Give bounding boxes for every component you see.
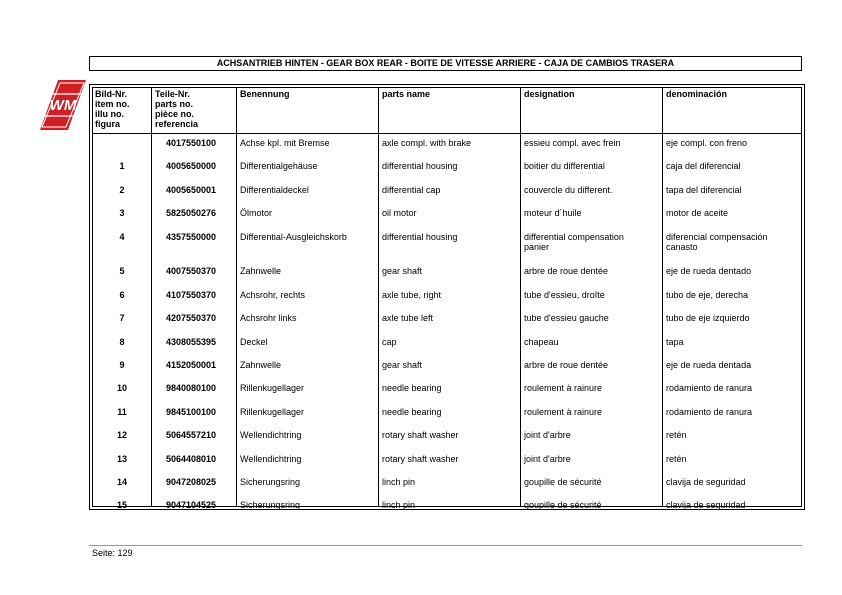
- cell-es: caja del diferencial: [666, 161, 741, 171]
- cell-de: Zahnwelle: [240, 266, 282, 276]
- cell-fr: arbre de roue dentée: [524, 266, 609, 276]
- part-number: 4007550370: [166, 266, 217, 276]
- part-number: 9845100100: [166, 407, 217, 417]
- cell-en: cap: [382, 337, 397, 347]
- item-number: 2: [119, 185, 125, 195]
- cell-es: tapa del diferencial: [666, 185, 742, 195]
- cell-fr: tube d'essieu, droîte: [524, 290, 605, 300]
- cell-fr: boitier du differential: [524, 161, 605, 171]
- cell-de: Rillenkugellager: [240, 383, 305, 393]
- item-number: 6: [119, 290, 125, 300]
- item-number: 10: [116, 383, 127, 393]
- part-number: 4207550370: [166, 313, 217, 323]
- cell-en: axle compl. with brake: [382, 138, 472, 148]
- item-number: 7: [119, 313, 125, 323]
- part-number: 4005650000: [166, 161, 217, 171]
- item-number: 15: [116, 500, 127, 510]
- item-number: 14: [116, 477, 127, 487]
- cell-de: Achse kpl. mit Bremse: [240, 138, 330, 148]
- part-number: 5064408010: [166, 454, 217, 464]
- cell-en: needle bearing: [382, 407, 442, 417]
- part-number: 4107550370: [166, 290, 217, 300]
- cell-fr: joint d'arbre: [524, 430, 571, 440]
- cell-es: diferencial compensación: [666, 232, 768, 242]
- cell-fr-line2: panier: [524, 242, 550, 252]
- cell-fr: roulement à rainure: [524, 383, 603, 393]
- cell-es: motor de aceite: [666, 208, 729, 218]
- page-title: ACHSANTRIEB HINTEN - GEAR BOX REAR - BOITE DE VITESSE ARRIERE - CAJA DE CAMBIOS TRASERA: [89, 56, 802, 71]
- cell-fr: tube d'essieu gauche: [524, 313, 609, 323]
- cell-es: eje de rueda dentado: [666, 266, 752, 276]
- cell-es: tubo de eje izquierdo: [666, 313, 750, 323]
- item-number: 1: [119, 161, 125, 171]
- cell-de: Achsrohr, rechts: [240, 290, 306, 300]
- cell-de: Sicherungsring: [240, 500, 301, 510]
- item-number: 13: [116, 454, 127, 464]
- cell-en: differential cap: [382, 185, 441, 195]
- item-number: 3: [119, 208, 125, 218]
- cell-de: Differential-Ausgleichskorb: [240, 232, 347, 242]
- cell-de: Sicherungsring: [240, 477, 301, 487]
- cell-en: needle bearing: [382, 383, 442, 393]
- cell-de: Achsrohr links: [240, 313, 297, 323]
- cell-es: tubo de eje, derecha: [666, 290, 749, 300]
- header-benennung: Benennung: [240, 89, 290, 99]
- item-number: 9: [119, 360, 125, 370]
- part-number: 5064557210: [166, 430, 217, 440]
- logo-text: WM: [49, 97, 77, 114]
- cell-en: axle tube, right: [382, 290, 442, 300]
- part-number: 9047208025: [166, 477, 217, 487]
- item-number: 11: [117, 407, 127, 417]
- part-number: 4308055395: [166, 337, 217, 347]
- cell-en: rotary shaft washer: [382, 430, 459, 440]
- cell-es: rodamiento de ranura: [666, 407, 753, 417]
- cell-fr: goupille de sécurité: [524, 500, 602, 510]
- part-number: 4152050001: [166, 360, 217, 370]
- cell-es: clavija de seguridad: [666, 477, 746, 487]
- header-part-no: Teile-Nr. parts no. pièce no. referencia: [155, 89, 199, 129]
- cell-es-line2: canasto: [666, 242, 698, 252]
- header-designation: designation: [524, 89, 575, 99]
- parts-table: [89, 84, 805, 510]
- cell-en: differential housing: [382, 232, 458, 242]
- cell-fr: chapeau: [524, 337, 559, 347]
- cell-es: rodamiento de ranura: [666, 383, 753, 393]
- cell-en: axle tube left: [382, 313, 434, 323]
- part-number: 4357550000: [166, 232, 217, 242]
- item-number: 4: [119, 232, 125, 242]
- item-number: 5: [119, 266, 125, 276]
- cell-fr: essieu compl. avec frein: [524, 138, 621, 148]
- item-number: 8: [119, 337, 125, 347]
- cell-en: differential housing: [382, 161, 458, 171]
- cell-es: eje compl. con freno: [666, 138, 748, 148]
- cell-de: Deckel: [240, 337, 268, 347]
- cell-en: linch pin: [382, 477, 416, 487]
- cell-es: clavija de seguridad: [666, 500, 746, 510]
- cell-fr: differential compensation: [524, 232, 624, 242]
- part-number: 4017550100: [166, 138, 217, 148]
- cell-fr: goupille de sécurité: [524, 477, 602, 487]
- cell-es: retén: [666, 454, 687, 464]
- part-number: 9840080100: [166, 383, 217, 393]
- part-number: 5825050276: [166, 208, 217, 218]
- cell-fr: roulement à rainure: [524, 407, 603, 417]
- page-number: Seite: 129: [92, 548, 133, 558]
- wm-logo: [40, 80, 86, 130]
- cell-en: gear shaft: [382, 266, 423, 276]
- cell-en: gear shaft: [382, 360, 423, 370]
- cell-fr: couvercle du different.: [524, 185, 613, 195]
- cell-fr: arbre de roue dentée: [524, 360, 609, 370]
- cell-es: tapa: [666, 337, 684, 347]
- cell-en: oil motor: [382, 208, 417, 218]
- cell-es: eje de rueda dentada: [666, 360, 752, 370]
- cell-de: Ölmotor: [240, 208, 273, 218]
- cell-de: Wellendichtring: [240, 454, 302, 464]
- cell-fr: moteur d´huile: [524, 208, 582, 218]
- header-parts-name: parts name: [382, 89, 431, 99]
- header-item-no: Bild-Nr. item no. illu no. figura: [95, 89, 130, 129]
- part-number: 4005650001: [166, 185, 217, 195]
- cell-de: Rillenkugellager: [240, 407, 305, 417]
- cell-de: Differentialgehäuse: [240, 161, 318, 171]
- part-number: 9047104525: [166, 500, 217, 510]
- cell-de: Wellendichtring: [240, 430, 302, 440]
- header-denominacion: denominación: [666, 89, 728, 99]
- item-number: 12: [116, 430, 127, 440]
- cell-en: rotary shaft washer: [382, 454, 459, 464]
- cell-de: Zahnwelle: [240, 360, 282, 370]
- cell-en: linch pin: [382, 500, 416, 510]
- cell-fr: joint d'arbre: [524, 454, 571, 464]
- footer-divider: [89, 545, 802, 546]
- cell-es: retén: [666, 430, 687, 440]
- cell-de: Differentialdeckel: [240, 185, 309, 195]
